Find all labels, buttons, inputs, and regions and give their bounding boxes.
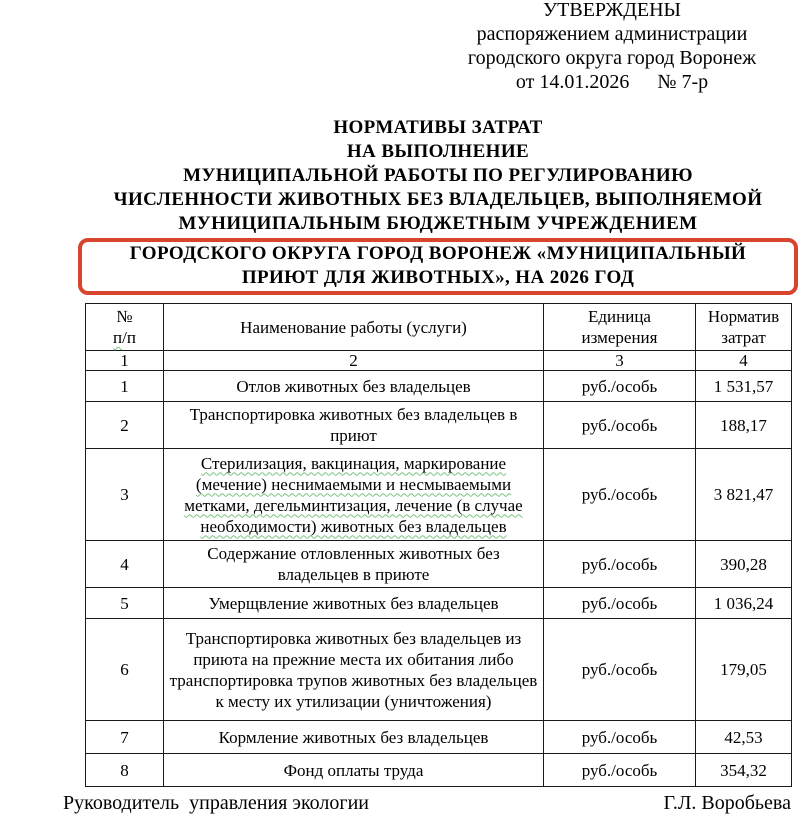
row-value: 1 036,24 <box>696 588 792 619</box>
row-name <box>164 754 544 787</box>
row-name <box>164 541 544 588</box>
row-number: 2 <box>86 402 164 449</box>
header-num-char: п <box>113 328 123 347</box>
approval-doc-number: № 7-р <box>657 71 709 93</box>
approval-date: от 14.01.2026 <box>515 71 630 93</box>
row-name <box>164 588 544 619</box>
header-unit-line1: Единица <box>588 307 651 326</box>
row-number: 5 <box>86 588 164 619</box>
index-cell: 2 <box>164 351 544 371</box>
row-value: 188,17 <box>696 402 792 449</box>
row-name-text: Фонд оплаты труда <box>283 760 424 780</box>
table-row <box>86 402 792 449</box>
row-number: 1 <box>86 371 164 402</box>
row-name-text: Умерщвление животных без владельцев <box>208 593 499 613</box>
row-name <box>164 402 544 449</box>
row-unit: руб./особь <box>544 619 696 721</box>
table-row <box>86 449 792 541</box>
header-num-line2 <box>90 327 159 348</box>
signature-name: Г.Л. Воробьева <box>663 792 791 814</box>
row-unit: руб./особь <box>544 588 696 619</box>
row-number: 8 <box>86 754 164 787</box>
document-title <box>85 116 791 295</box>
row-unit: руб./особь <box>544 541 696 588</box>
table-row <box>86 619 792 721</box>
header-norm-line1: Норматив <box>707 307 780 326</box>
row-name-text: Отлов животных без владельцев <box>236 376 471 396</box>
row-unit: руб./особь <box>544 754 696 787</box>
table-row <box>86 371 792 402</box>
header-cell-num <box>86 304 164 351</box>
row-name <box>164 371 544 402</box>
table-row <box>86 754 792 787</box>
row-name-text: Транспортировка животных без владельцев в приют <box>189 405 518 445</box>
row-number: 3 <box>86 449 164 541</box>
title-line: НОРМАТИВЫ ЗАТРАТ <box>333 117 543 138</box>
row-name-text: Транспортировка животных без владельцев из приюта на прежние места их обитания либо транспортировка трупов животных без владельцев к месту их утилизации (уничтожения) <box>169 628 538 711</box>
column-index-row <box>86 351 792 371</box>
row-number: 4 <box>86 541 164 588</box>
approval-block <box>442 0 782 94</box>
norms-table <box>85 303 792 787</box>
title-line: НА ВЫПОЛНЕНИЕ <box>346 141 530 162</box>
row-value: 1 531,57 <box>696 371 792 402</box>
title-boxed-line: ГОРОДСКОГО ОКРУГА ГОРОД ВОРОНЕЖ «МУНИЦИПАЛЬНЫЙ <box>129 243 747 264</box>
header-unit-line2: измерения <box>581 328 658 347</box>
row-value: 42,53 <box>696 721 792 754</box>
row-value: 179,05 <box>696 619 792 721</box>
approval-line-date-number <box>442 70 782 94</box>
title-boxed-line: ПРИЮТ ДЛЯ ЖИВОТНЫХ», НА 2026 ГОД <box>241 267 635 288</box>
approval-line-order: распоряжением администрации <box>476 23 748 45</box>
header-num-rest: /п <box>122 328 136 347</box>
document-body <box>63 116 791 815</box>
signature-block <box>63 792 791 815</box>
header-num-line1: № <box>116 307 133 326</box>
row-value: 3 821,47 <box>696 449 792 541</box>
row-value: 390,28 <box>696 541 792 588</box>
header-cell-unit <box>544 304 696 351</box>
header-cell-norm <box>696 304 792 351</box>
index-cell: 3 <box>544 351 696 371</box>
row-name <box>164 721 544 754</box>
table-row <box>86 541 792 588</box>
table-row <box>86 588 792 619</box>
row-number: 6 <box>86 619 164 721</box>
row-unit: руб./особь <box>544 449 696 541</box>
row-unit: руб./особь <box>544 402 696 449</box>
red-highlight-box <box>78 238 798 295</box>
header-norm-line2: затрат <box>721 328 766 347</box>
table-header-row <box>86 304 792 351</box>
header-cell-name: Наименование работы (услуги) <box>164 304 544 351</box>
approval-line-city: городского округа город Воронеж <box>467 47 757 69</box>
approval-line-approved: УТВЕРЖДЕНЫ <box>542 0 682 21</box>
row-name-text: Стерилизация, вакцинация, маркирование (мечение) неснимаемыми и несмываемыми метками, дегельминтизация, лечение (в случае необходимости) животных без владельцев <box>184 453 523 536</box>
row-name-text: Кормление животных без владельцев <box>218 727 489 747</box>
row-name <box>164 619 544 721</box>
title-line: МУНИЦИПАЛЬНОЙ РАБОТЫ ПО РЕГУЛИРОВАНИЮ <box>183 165 693 186</box>
index-cell: 4 <box>696 351 792 371</box>
table-row <box>86 721 792 754</box>
title-line: ЧИСЛЕННОСТИ ЖИВОТНЫХ БЕЗ ВЛАДЕЛЬЦЕВ, ВЫПОЛНЯЕМОЙ <box>113 189 763 210</box>
row-name <box>164 449 544 541</box>
row-name-text: Содержание отловленных животных без владельцев в приюте <box>207 544 500 584</box>
signature-position: Руководитель управления экологии <box>63 792 369 814</box>
row-unit: руб./особь <box>544 371 696 402</box>
row-unit: руб./особь <box>544 721 696 754</box>
title-line: МУНИЦИПАЛЬНЫМ БЮДЖЕТНЫМ УЧРЕЖДЕНИЕМ <box>178 213 698 234</box>
index-cell: 1 <box>86 351 164 371</box>
row-value: 354,32 <box>696 754 792 787</box>
row-number: 7 <box>86 721 164 754</box>
